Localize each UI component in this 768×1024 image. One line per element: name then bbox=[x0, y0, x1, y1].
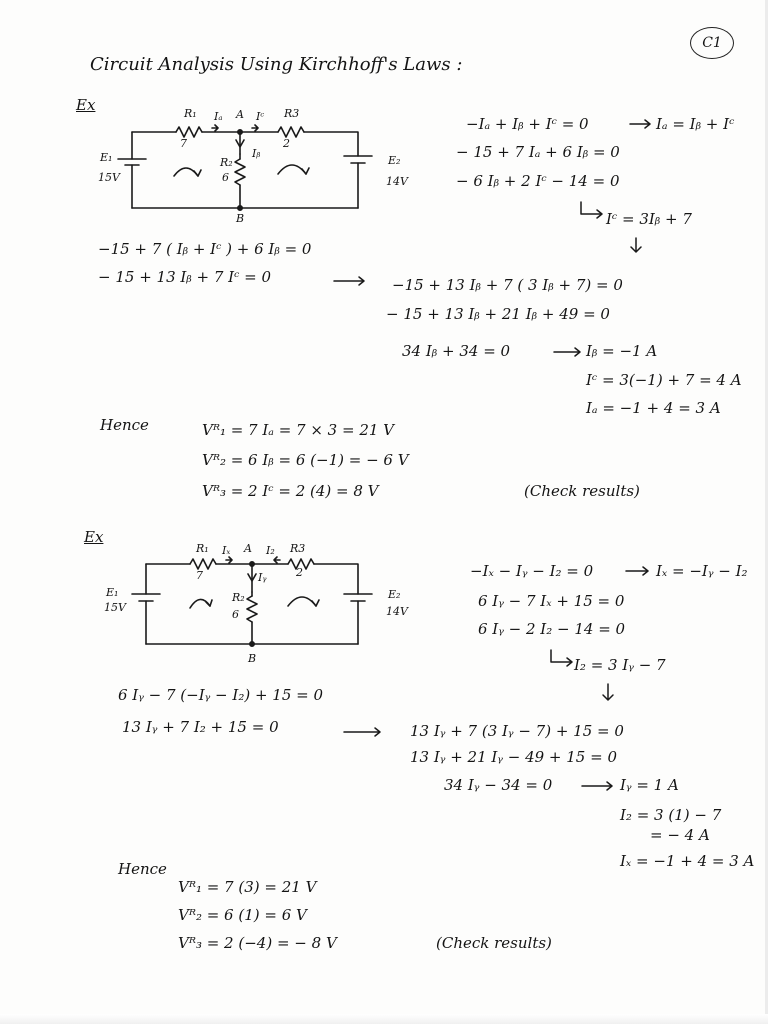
node-a-label: A bbox=[244, 542, 252, 555]
e1-value: 15V bbox=[104, 601, 126, 614]
ex2-kcl-equation: −Iₓ − Iᵧ − I₂ = 0 bbox=[470, 562, 594, 580]
ex2-loop2-equation: 6 Iᵧ − 2 I₂ − 14 = 0 bbox=[478, 620, 626, 638]
r3-value: 2 bbox=[296, 566, 303, 579]
ex1-kcl-result: Iₐ = Iᵦ + Iᶜ bbox=[656, 115, 735, 133]
arrow-icon bbox=[552, 346, 584, 358]
down-arrow-icon bbox=[598, 682, 618, 704]
ex1-ib-result: Iᵦ = −1 A bbox=[586, 342, 658, 360]
ex2-substitution-1: 6 Iᵧ − 7 (−Iᵧ − I₂) + 15 = 0 bbox=[118, 686, 324, 704]
down-arrow-icon bbox=[626, 236, 646, 256]
ex1-substitution-2: − 15 + 13 Iᵦ + 7 Iᶜ = 0 bbox=[98, 268, 272, 286]
e1-label: E₁ bbox=[106, 586, 119, 599]
arrow-icon bbox=[580, 780, 616, 792]
r1-value: 7 bbox=[180, 137, 187, 150]
e1-value: 15V bbox=[98, 171, 120, 184]
ex1-vr2-result: Vᴿ₂ = 6 Iᵦ = 6 (−1) = − 6 V bbox=[202, 451, 409, 469]
e2-value: 14V bbox=[386, 605, 408, 618]
ex2-check-results: (Check results) bbox=[436, 934, 552, 952]
page-title: Circuit Analysis Using Kirchhoff's Laws : bbox=[90, 54, 463, 75]
ex2-substitution-4: 13 Iᵧ + 21 Iᵧ − 49 + 15 = 0 bbox=[410, 748, 617, 766]
page-bottom-edge bbox=[0, 1014, 768, 1024]
ex1-loop1-equation: − 15 + 7 Iₐ + 6 Iᵦ = 0 bbox=[456, 143, 620, 161]
ex2-vr1-result: Vᴿ₁ = 7 (3) = 21 V bbox=[178, 878, 317, 896]
ex1-kcl-equation: −Iₐ + Iᵦ + Iᶜ = 0 bbox=[466, 115, 589, 133]
page-number: C1 bbox=[690, 27, 734, 59]
ex2-iy-result: Iᵧ = 1 A bbox=[620, 776, 679, 794]
r1-label: R₁ bbox=[184, 107, 197, 120]
e2-label: E₂ bbox=[388, 154, 401, 167]
ex1-vr3-result: Vᴿ₃ = 2 Iᶜ = 2 (4) = 8 V bbox=[202, 482, 379, 500]
hook-arrow-icon bbox=[548, 648, 576, 668]
ex2-vr2-result: Vᴿ₂ = 6 (1) = 6 V bbox=[178, 906, 307, 924]
hook-arrow-icon bbox=[578, 200, 606, 220]
arrow-icon bbox=[342, 726, 384, 738]
node-b-label: B bbox=[236, 212, 245, 225]
battery-e2 bbox=[344, 156, 372, 163]
resistor-r1 bbox=[176, 127, 202, 137]
ex1-substitution-4: − 15 + 13 Iᵦ + 21 Iᵦ + 49 = 0 bbox=[386, 305, 610, 323]
ex1-ic-result: Iᶜ = 3(−1) + 7 = 4 A bbox=[586, 371, 742, 389]
ix-label: Iₓ bbox=[222, 544, 231, 557]
resistor-r2 bbox=[247, 596, 257, 622]
battery-e2 bbox=[344, 594, 372, 601]
ex1-check-results: (Check results) bbox=[524, 482, 640, 500]
arrow-icon bbox=[628, 118, 654, 130]
resistor-r2 bbox=[235, 159, 245, 185]
r2-label: R₂ bbox=[232, 591, 245, 604]
e2-label: E₂ bbox=[388, 588, 401, 601]
ib-label: Iᵦ bbox=[252, 147, 261, 160]
iy-label: Iᵧ bbox=[258, 571, 267, 584]
e2-value: 14V bbox=[386, 175, 408, 188]
r2-value: 6 bbox=[232, 608, 239, 621]
ex1-substitution-5: 34 Iᵦ + 34 = 0 bbox=[402, 342, 511, 360]
node-a-label: A bbox=[236, 108, 244, 121]
ex2-iz-result-1: I₂ = 3 (1) − 7 bbox=[620, 806, 722, 824]
circuit-diagram-1 bbox=[100, 104, 400, 219]
iz-label: I₂ bbox=[266, 544, 275, 557]
ex1-hence: Hence bbox=[100, 416, 149, 434]
ex2-iz-result-2: = − 4 A bbox=[650, 826, 710, 844]
node-b-label: B bbox=[248, 652, 257, 665]
example-2-label: Ex bbox=[84, 528, 104, 546]
example-1-label: Ex bbox=[76, 96, 96, 114]
ex2-vr3-result: Vᴿ₃ = 2 (−4) = − 8 V bbox=[178, 934, 337, 952]
ex1-vr1-result: Vᴿ₁ = 7 Iₐ = 7 × 3 = 21 V bbox=[202, 421, 395, 439]
e1-label: E₁ bbox=[100, 151, 113, 164]
r3-label: R3 bbox=[284, 107, 300, 120]
ex2-substitution-5: 34 Iᵧ − 34 = 0 bbox=[444, 776, 553, 794]
arrow-icon bbox=[624, 565, 652, 577]
ex1-ic-expression: Iᶜ = 3Iᵦ + 7 bbox=[606, 210, 692, 228]
circuit-diagram-2 bbox=[110, 540, 410, 655]
arrow-icon bbox=[332, 275, 368, 287]
r2-value: 6 bbox=[222, 171, 229, 184]
r3-value: 2 bbox=[283, 137, 290, 150]
r1-value: 7 bbox=[196, 569, 203, 582]
ex2-substitution-2: 13 Iᵧ + 7 I₂ + 15 = 0 bbox=[122, 718, 279, 736]
battery-e1 bbox=[132, 594, 160, 601]
ex2-loop1-equation: 6 Iᵧ − 7 Iₓ + 15 = 0 bbox=[478, 592, 625, 610]
ex1-substitution-1: −15 + 7 ( Iᵦ + Iᶜ ) + 6 Iᵦ = 0 bbox=[98, 240, 312, 258]
ex2-kcl-result: Iₓ = −Iᵧ − I₂ bbox=[656, 562, 748, 580]
ex2-substitution-3: 13 Iᵧ + 7 (3 Iᵧ − 7) + 15 = 0 bbox=[410, 722, 624, 740]
resistor-r3 bbox=[278, 127, 304, 137]
ex2-ix-result: Iₓ = −1 + 4 = 3 A bbox=[620, 852, 755, 870]
ia-label: Iₐ bbox=[214, 110, 223, 123]
battery-e1 bbox=[118, 159, 146, 165]
r3-label: R3 bbox=[290, 542, 306, 555]
ex2-iz-expression: I₂ = 3 Iᵧ − 7 bbox=[574, 656, 666, 674]
r1-label: R₁ bbox=[196, 542, 209, 555]
ex2-hence: Hence bbox=[118, 860, 167, 878]
ex1-loop2-equation: − 6 Iᵦ + 2 Iᶜ − 14 = 0 bbox=[456, 172, 620, 190]
ic-label: Iᶜ bbox=[256, 110, 265, 123]
ex1-substitution-3: −15 + 13 Iᵦ + 7 ( 3 Iᵦ + 7) = 0 bbox=[392, 276, 623, 294]
resistor-r1 bbox=[190, 559, 216, 569]
r2-label: R₂ bbox=[220, 156, 233, 169]
ex1-ia-result: Iₐ = −1 + 4 = 3 A bbox=[586, 399, 721, 417]
